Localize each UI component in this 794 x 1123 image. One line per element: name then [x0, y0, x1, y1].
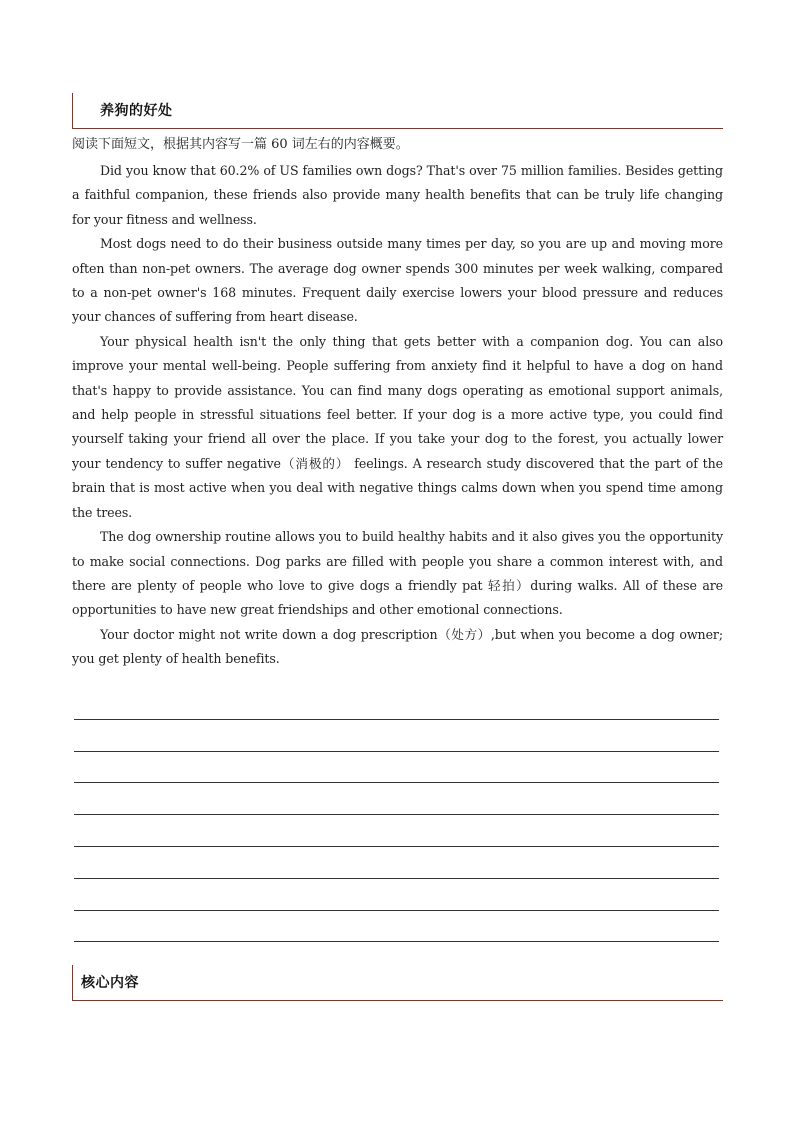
section-header-core-content [72, 965, 723, 1001]
answer-line[interactable] [74, 911, 719, 943]
answer-line[interactable] [74, 688, 719, 720]
answer-line[interactable] [74, 879, 719, 911]
section-title: 核心内容 [81, 975, 139, 991]
answer-line[interactable] [74, 847, 719, 879]
passage-paragraph: Did you know that 60.2% of US families own dogs? That's over 75 million families. Besides getting a faithful companion, these friends also provide many health benefits that can be truly life changing for your fitness and wellness. [72, 163, 723, 227]
section-header-benefits [72, 93, 723, 129]
passage-paragraph: The dog ownership routine allows you to build healthy habits and it also gives you the opportunity to make social connections. Dog parks are filled with people you share a common interest with, and there are plenty of people who love to give dogs a friendly pat 轻拍）during walks. All of these are opportunities to have new great friendships and other emotional connections. [72, 529, 723, 618]
passage-paragraph: Your physical health isn't the only thing that gets better with a companion dog. You can also improve your mental well-being. People suffering from anxiety find it helpful to have a dog on hand that's happy to provide assistance. You can find many dogs operating as emotional support animals, and help people in stressful situations feel better. If your dog is a more active type, you could find yourself taking your friend all over the place. If you take your dog to the forest, you actually lower your tendency to suffer negative（消极的） feelings. A research study discovered that the part of the brain that is most active when you deal with negative things calms down when you spend time among the trees. [72, 333, 723, 520]
answer-line[interactable] [74, 783, 719, 815]
answer-line[interactable] [74, 720, 719, 752]
answer-lines[interactable] [74, 688, 719, 942]
instruction-text: 阅读下面短文，根据其内容写一篇 60 词左右的内容概要。 [72, 137, 409, 152]
passage-paragraph: Most dogs need to do their business outside many times per day, so you are up and moving more often than non-pet owners. The average dog owner spends 300 minutes per week walking, compared to a non-pet owner's 168 minutes. Frequent daily exercise lowers your blood pressure and reduces your chances of suffering from heart disease. [72, 236, 723, 325]
answer-line[interactable] [74, 815, 719, 847]
section-title: 养狗的好处 [100, 103, 173, 119]
reading-passage [72, 159, 723, 672]
passage-paragraph: Your doctor might not write down a dog prescription（处方）,but when you become a dog owner; you get plenty of health benefits. [72, 626, 723, 667]
answer-line[interactable] [74, 752, 719, 784]
